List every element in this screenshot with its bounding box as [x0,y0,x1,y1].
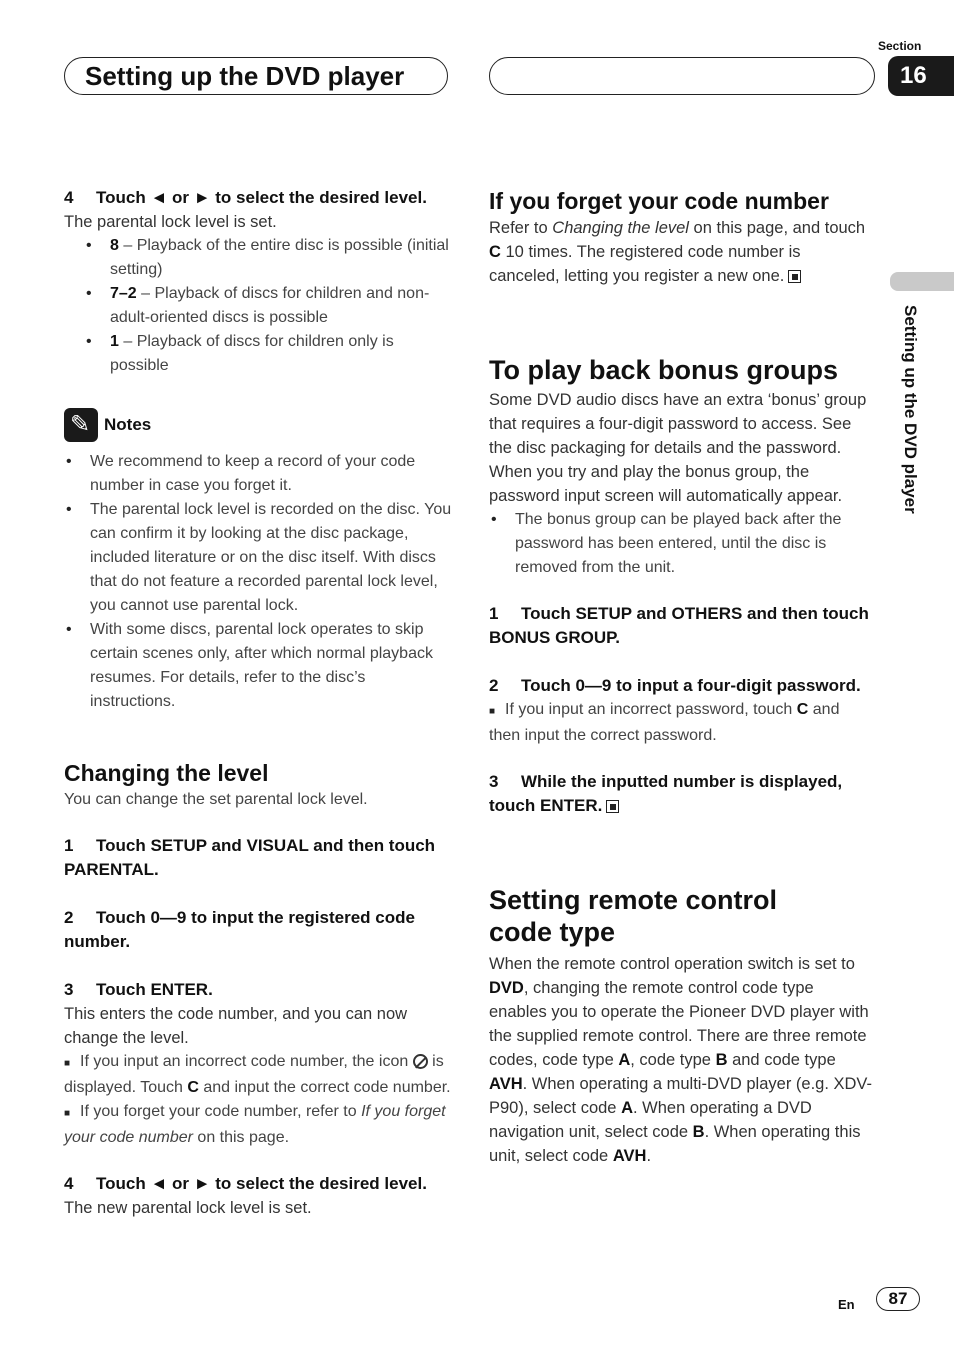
list-item: • 1 – Playback of discs for children only is possible [64,330,454,378]
bonus-intro: Some DVD audio discs have an extra ‘bonus’ group that requires a four-digit password to access. See the disc packaging for details and the password. When you try and play the bonus group, the password input screen will automatically appear. [489,391,867,505]
language-label: En [838,1297,855,1312]
step-4-new-level: 4 Touch ◄ or ► to select the desired level. [64,1174,427,1193]
list-item: • The parental lock level is recorded on the disc. You can confirm it by looking at the disc package, included literature or on the disc itself. With discs that do not feature a recorded parental lock level, you cannot use parental lock. [64,498,454,618]
end-of-section-icon [606,800,619,813]
step-description: This enters the code number, and you can now change the level. [64,1005,408,1047]
note-incorrect-code: ■ If you input an incorrect code number, the icon is displayed. Touch C and input the correct code number. [64,1050,454,1100]
section-intro: You can change the set parental lock level. [64,791,368,808]
section-heading-remote-code: Setting remote control code type [489,885,778,947]
left-column [64,186,454,1220]
right-column [489,186,875,1168]
page-title: Setting up the DVD player [64,57,448,95]
end-of-section-icon [788,270,801,283]
side-tab-text: Setting up the DVD player [901,305,920,514]
notes-heading: ✎ Notes [64,408,454,442]
note-incorrect-password: ■ If you input an incorrect password, touch C and then input the correct password. [489,698,875,748]
bonus-step-3: 3 While the inputted number is displayed, touch ENTER. [489,772,843,815]
list-item: • 7–2 – Playback of discs for children and non-adult-oriented discs is possible [64,282,454,330]
section-heading-forget-code: If you forget your code number [489,188,829,214]
step-4-select-level: 4 Touch ◄ or ► to select the desired level. [64,188,427,207]
step-3: 3 Touch ENTER. [64,980,213,999]
header-blank-pill [489,57,875,95]
forget-code-paragraph: Refer to Changing the level on this page, and touch C 10 times. The registered code number is canceled, letting you register a new one. [489,219,866,285]
notes-list [64,450,454,714]
list-item: • With some discs, parental lock operates to skip certain scenes only, after which normal playback resumes. For details, refer to the disc’s instructions. [64,618,454,714]
level-list [64,234,454,378]
prohibited-icon [413,1054,428,1069]
bonus-bullets [489,508,875,580]
note-pencil-icon [64,408,98,442]
section-number-badge: 16 [888,56,954,96]
section-heading-changing-level: Changing the level [64,760,269,786]
note-forget-code: ■ If you forget your code number, refer to If you forget your code number on this page. [64,1100,454,1150]
page-number: 87 [876,1287,920,1311]
remote-code-paragraph: When the remote control operation switch is set to DVD, changing the remote control code type enables you to operate the Pioneer DVD player with the supplied remote control. There are three remote codes, code type A, code type B and code type AVH. When operating a multi-DVD player (e.g. XDV-P90), select code A. When operating a DVD navigation unit, select code B. When operating this unit, select code AVH. [489,955,873,1165]
list-item: • 8 – Playback of the entire disc is possible (initial setting) [64,234,454,282]
bonus-step-2: 2 Touch 0—9 to input a four-digit password. [489,676,861,695]
list-item: • The bonus group can be played back after the password has been entered, until the disc is removed from the unit. [489,508,875,580]
list-item: • We recommend to keep a record of your code number in case you forget it. [64,450,454,498]
section-label: Section [878,39,922,53]
section-heading-bonus-groups: To play back bonus groups [489,355,839,385]
step-1: 1 Touch SETUP and VISUAL and then touch PARENTAL. [64,836,436,879]
step-description: The parental lock level is set. [64,213,277,231]
step-description: The new parental lock level is set. [64,1199,312,1217]
bonus-step-1: 1 Touch SETUP and OTHERS and then touch BONUS GROUP. [489,604,869,647]
step-2: 2 Touch 0—9 to input the registered code number. [64,908,415,951]
side-tab-marker [890,272,954,291]
